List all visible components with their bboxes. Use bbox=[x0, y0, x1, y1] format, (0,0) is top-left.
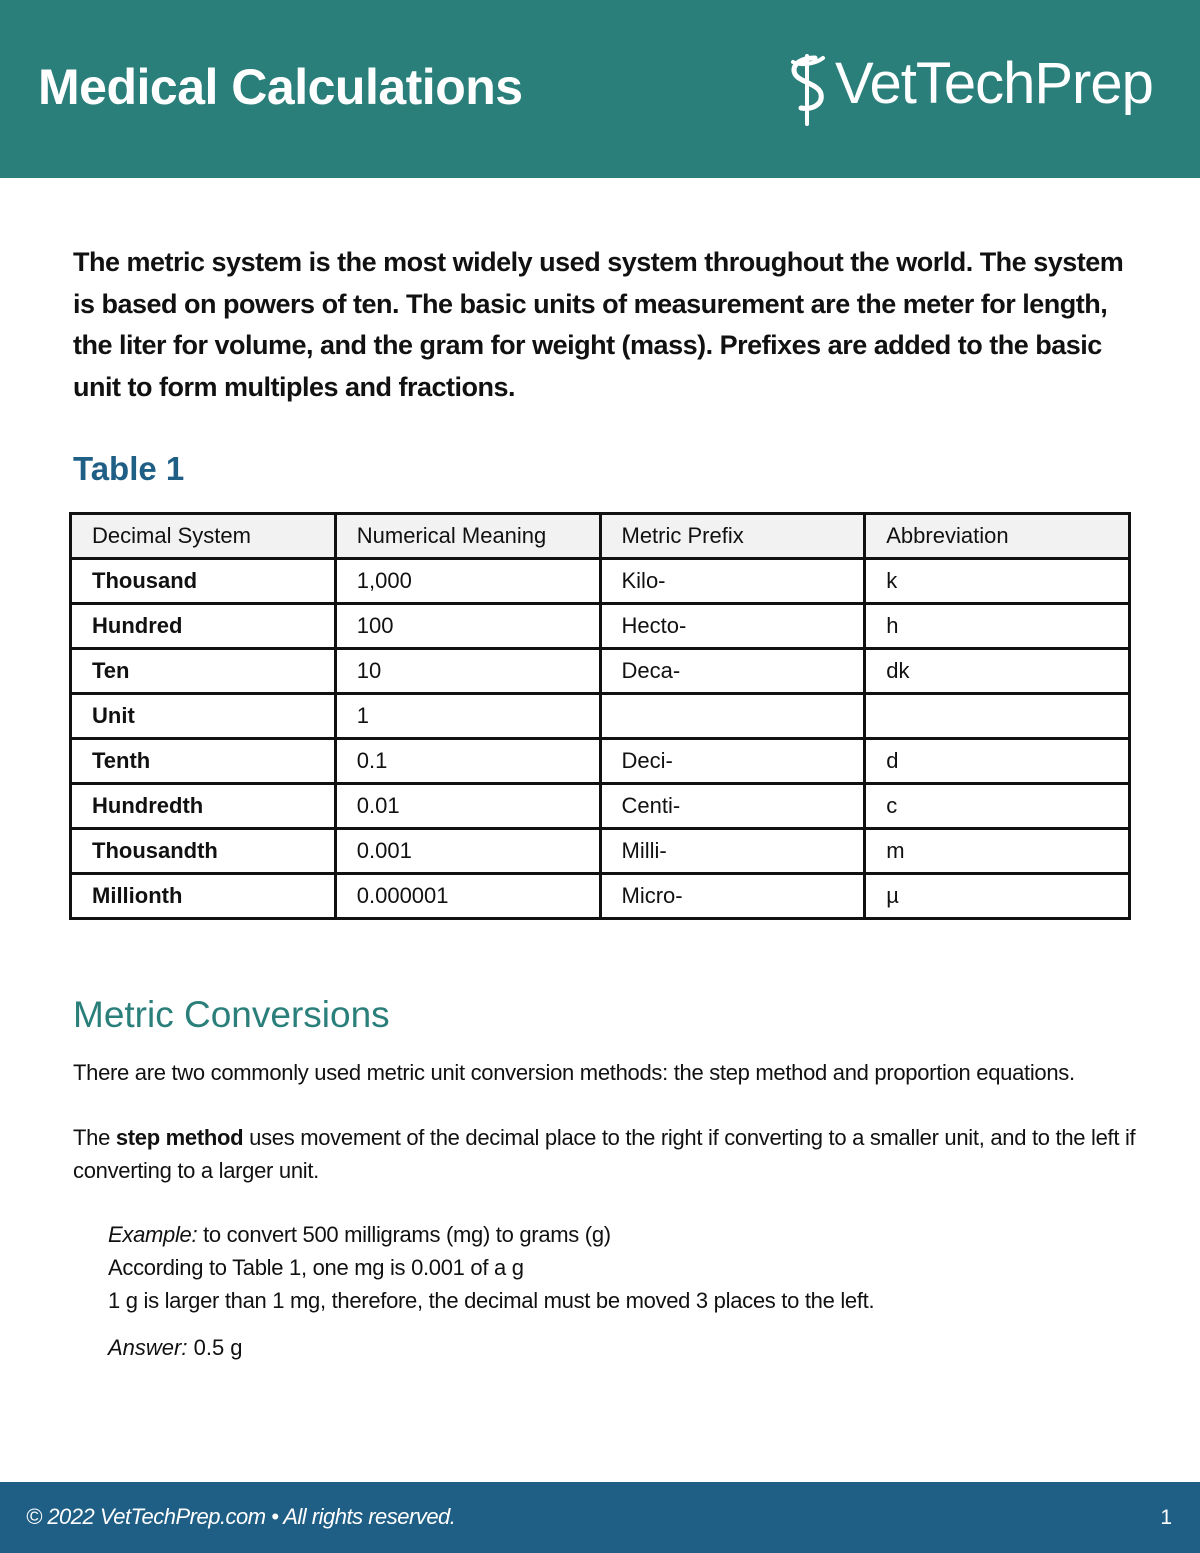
table-cell: d bbox=[865, 739, 1130, 784]
table-cell: Thousand bbox=[71, 559, 336, 604]
caduceus-s-icon bbox=[785, 52, 831, 128]
table-cell: 100 bbox=[335, 604, 600, 649]
column-header: Metric Prefix bbox=[600, 514, 865, 559]
example-text: to convert 500 milligrams (mg) to grams (g) bbox=[197, 1222, 611, 1247]
table-cell: Hundredth bbox=[71, 784, 336, 829]
page-footer bbox=[0, 1482, 1200, 1553]
table-cell: 1 bbox=[335, 694, 600, 739]
table-title: Table 1 bbox=[73, 450, 185, 487]
table-cell: Tenth bbox=[71, 739, 336, 784]
table-row bbox=[71, 874, 1130, 919]
table-cell bbox=[865, 694, 1130, 739]
table-cell: Kilo- bbox=[600, 559, 865, 604]
brand-logo bbox=[785, 52, 1153, 128]
column-header: Decimal System bbox=[71, 514, 336, 559]
table-cell: 0.01 bbox=[335, 784, 600, 829]
step-method-paragraph bbox=[73, 1121, 1143, 1187]
table-row bbox=[71, 604, 1130, 649]
table-cell: k bbox=[865, 559, 1130, 604]
table-cell: dk bbox=[865, 649, 1130, 694]
table-cell: Unit bbox=[71, 694, 336, 739]
table-cell: 0.1 bbox=[335, 739, 600, 784]
answer-text: 0.5 g bbox=[187, 1335, 243, 1360]
table-cell: Millionth bbox=[71, 874, 336, 919]
example-label: Example: bbox=[108, 1222, 198, 1247]
column-header: Numerical Meaning bbox=[335, 514, 600, 559]
table-cell: Centi- bbox=[600, 784, 865, 829]
table-cell: 10 bbox=[335, 649, 600, 694]
answer-label: Answer: bbox=[108, 1335, 188, 1360]
intro-paragraph: The metric system is the most widely used system throughout the world. The system is based on powers of ten. The basic units of measurement are the meter for length, the liter for volume, and the gram for weight (mass). Prefixes are added to the basic unit to form multiples and fractions. bbox=[73, 247, 1124, 402]
example-line-3: 1 g is larger than 1 mg, therefore, the decimal must be moved 3 places to the left. bbox=[108, 1288, 875, 1313]
table-cell: Ten bbox=[71, 649, 336, 694]
copyright-notice: © 2022 VetTechPrep.com • All rights reserved. bbox=[26, 1504, 456, 1529]
example-block bbox=[108, 1218, 1148, 1317]
table-row bbox=[71, 559, 1130, 604]
table-cell: Milli- bbox=[600, 829, 865, 874]
table-row bbox=[71, 784, 1130, 829]
table-header-row bbox=[71, 514, 1130, 559]
example-line-2: According to Table 1, one mg is 0.001 of a g bbox=[108, 1255, 524, 1280]
column-header: Abbreviation bbox=[865, 514, 1130, 559]
page-number: 1 bbox=[1160, 1506, 1172, 1529]
table-cell: Hundred bbox=[71, 604, 336, 649]
section-title-metric-conversions: Metric Conversions bbox=[73, 994, 390, 1035]
table-cell: 1,000 bbox=[335, 559, 600, 604]
table-cell: Micro- bbox=[600, 874, 865, 919]
table-cell: h bbox=[865, 604, 1130, 649]
metric-prefix-table bbox=[69, 512, 1131, 920]
table-cell: µ bbox=[865, 874, 1130, 919]
conversions-intro: There are two commonly used metric unit conversion methods: the step method and proportion equations. bbox=[73, 1060, 1075, 1085]
step-rest-text: uses movement of the decimal place to the right if converting to a smaller unit, and to the left if converting to a larger unit. bbox=[73, 1125, 1136, 1183]
table-cell: c bbox=[865, 784, 1130, 829]
table-cell: Deca- bbox=[600, 649, 865, 694]
page-header bbox=[0, 0, 1200, 178]
table-cell: 0.001 bbox=[335, 829, 600, 874]
table-cell: m bbox=[865, 829, 1130, 874]
table-row bbox=[71, 739, 1130, 784]
document-title: Medical Calculations bbox=[38, 59, 523, 115]
step-method-term: step method bbox=[115, 1125, 244, 1150]
table-row bbox=[71, 649, 1130, 694]
brand-name: VetTechPrep bbox=[835, 51, 1153, 116]
table-cell: Hecto- bbox=[600, 604, 865, 649]
table-row bbox=[71, 694, 1130, 739]
example-line-1 bbox=[108, 1218, 1148, 1251]
step-lead-text: The bbox=[73, 1125, 116, 1150]
table-cell: Deci- bbox=[600, 739, 865, 784]
table-cell: Thousandth bbox=[71, 829, 336, 874]
table-cell bbox=[600, 694, 865, 739]
answer-line bbox=[108, 1331, 243, 1364]
table-row bbox=[71, 829, 1130, 874]
table-cell: 0.000001 bbox=[335, 874, 600, 919]
